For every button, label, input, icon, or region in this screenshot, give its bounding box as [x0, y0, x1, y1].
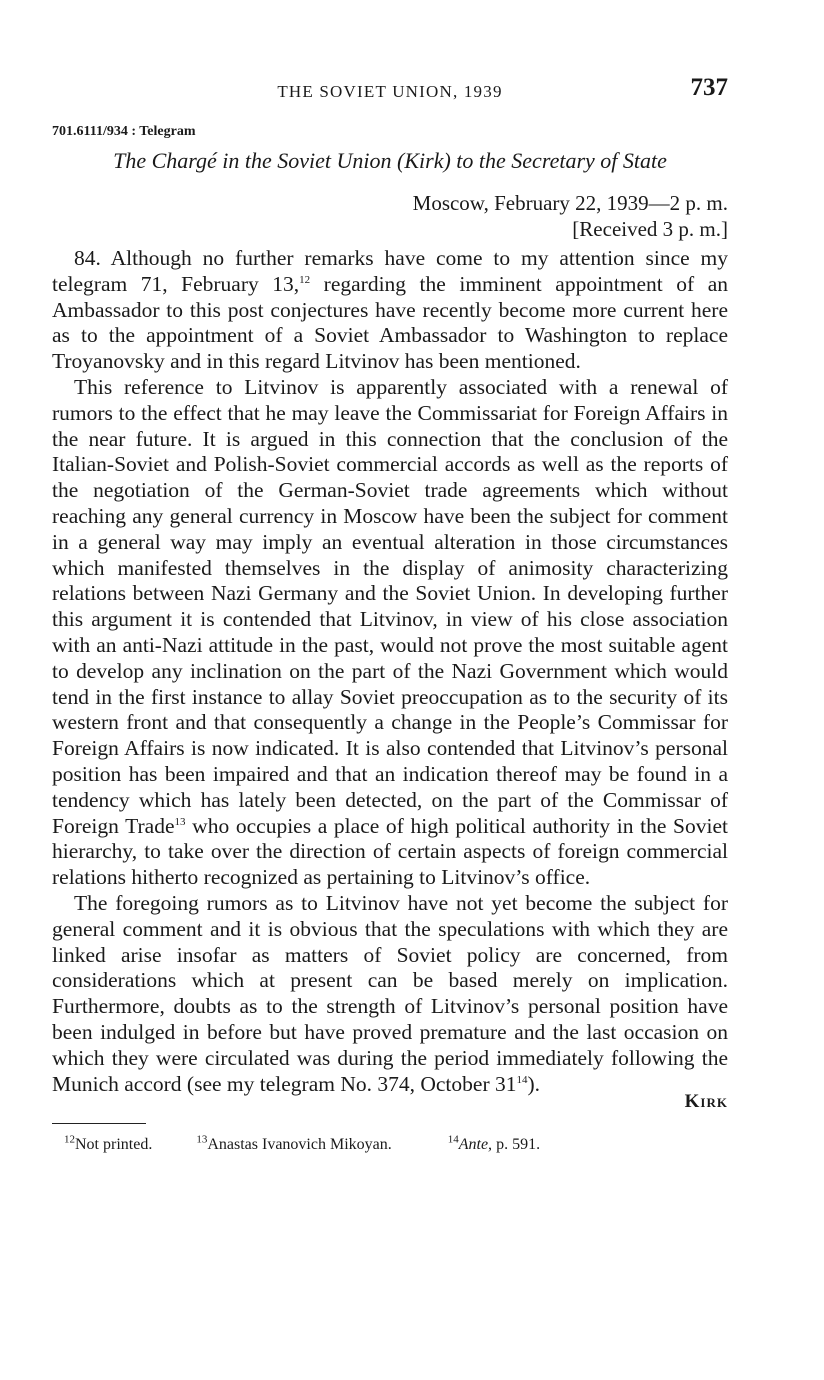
- footnote-14: [447, 1133, 541, 1154]
- dateline-block: [52, 190, 728, 242]
- footnote-13: [196, 1133, 392, 1154]
- paragraph-text: ).: [527, 1071, 541, 1096]
- footnote-text: Not printed.: [75, 1136, 153, 1154]
- paragraph-text: regarding the imminent appointment of an Ambassador to this post conjectures have recently become more current here as to the appointment of a Soviet Ambassador to Washington to replace Troyanovsky and in this regard Litvinov has been mentioned.: [52, 271, 728, 374]
- telegram-body: [52, 246, 728, 1097]
- paragraph-text: who occupies a place of high political authority in the Soviet hierarchy, to take over the direction of certain aspects of foreign commercial relations hitherto recognized as pertaining to Litvinov’s office.: [52, 813, 728, 890]
- footnote-number: 14: [447, 1133, 459, 1146]
- received-note: [Received 3 p. m.]: [572, 217, 728, 241]
- footnote-text: Anastas Ivanovich Mikoyan.: [207, 1136, 392, 1154]
- paragraph-text: This reference to Litvinov is apparently associated with a renewal of rumors to the effect that he may leave the Commissariat for Foreign Affairs in the near future. It is argued in this connection that the conclusion of the Italian-Soviet and Polish-Soviet commercial accords as well as the reports of the negotiation of the German-Soviet trade agreements which without reaching any general currency in Moscow have been the subject for comment in a general way may imply an eventual alteration in those circumstances which manifested themselves in the display of animosity characterizing relations between Nazi Germany and the Soviet Union. In developing further this argument it is contended that Litvinov, in view of his close association with an anti-Nazi attitude in the past, would not prove the most suitable agent to develop any inclination on the part of the Nazi Government which would tend in the first instance to allay Soviet preoccupation as to the security of its western front and that consequently a change in the People’s Commissar for Foreign Affairs is now indicated. It is also contended that Litvinov’s personal position has been impaired and that an indication thereof may be found in a tendency which has lately been detected, on the part of the Commissar of Foreign Trade: [52, 374, 728, 838]
- paragraph-text: The foregoing rumors as to Litvinov have not yet become the subject for general comment and it is obvious that the speculations with which they are linked arise insofar as matters of Soviet policy are concerned, from considerations which at present can be based merely on implication. Furthermore, doubts as to the strength of Litvinov’s personal position have been indulged in before but have proved premature and the last occasion on which they were circulated was during the period immediately following the Munich accord (see my telegram No. 374, October 31: [52, 890, 728, 1096]
- footnote-number: 12: [64, 1133, 75, 1146]
- footnote-number: 13: [196, 1133, 208, 1146]
- document-heading: The Chargé in the Soviet Union (Kirk) to the Secretary of State: [113, 148, 667, 173]
- paragraph-text: 84. Although no further remarks have come to my attention since my telegram 71, February 13,: [52, 246, 728, 296]
- footnote-text: p. 591.: [492, 1136, 541, 1154]
- document-page: [52, 70, 728, 1154]
- paragraph-3: [52, 891, 728, 1097]
- footnote-mark: 13: [174, 815, 186, 828]
- paragraph-1: [52, 246, 728, 375]
- footnote-text-italic: Ante,: [458, 1136, 493, 1154]
- running-title: THE SOVIET UNION, 1939: [277, 82, 503, 101]
- page-number: 737: [690, 74, 728, 101]
- footnotes: [52, 1133, 728, 1154]
- signature: Kirk: [684, 1091, 728, 1113]
- file-reference: 701.6111/934 : Telegram: [52, 124, 196, 139]
- footnote-divider: [52, 1123, 146, 1124]
- footnote-12: [64, 1133, 153, 1154]
- footnote-mark: 12: [299, 273, 311, 286]
- footnote-mark: 14: [516, 1073, 528, 1086]
- dateline: Moscow, February 22, 1939—2 p. m.: [412, 191, 728, 215]
- running-head: [52, 70, 728, 110]
- paragraph-2: [52, 375, 728, 891]
